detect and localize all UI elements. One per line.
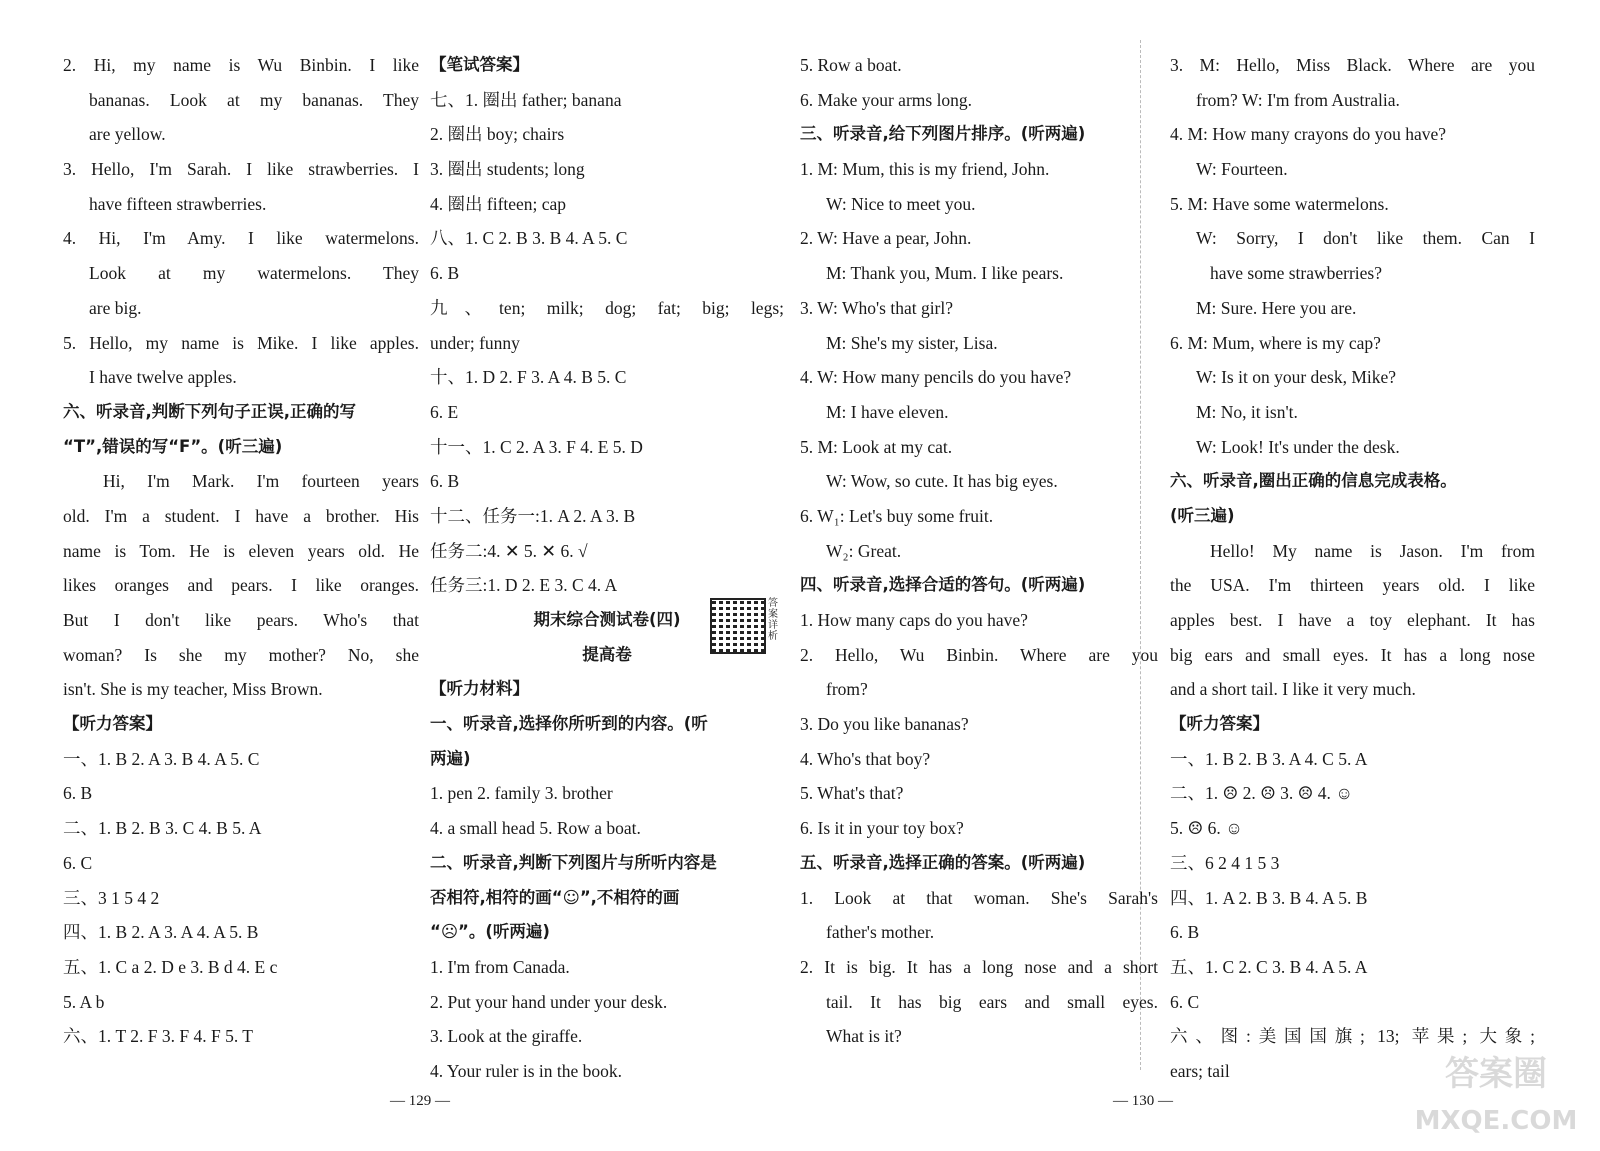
- text-line: 5. Row a boat.: [800, 55, 902, 75]
- text-line: 6. W₁: Let's buy some fruit.: [800, 505, 994, 526]
- text-line: bananas. Look at my bananas. They: [89, 89, 419, 110]
- text-line: M: I have eleven.: [826, 401, 949, 422]
- watermark-text: 答案圈: [1445, 1054, 1547, 1094]
- text-line: 十二、任务一:1. A 2. A 3. B: [430, 505, 636, 526]
- text-line: 2. Hello, Wu Binbin. Where are you: [800, 644, 1158, 665]
- text-line: 2. It is big. It has a long nose and a short: [800, 956, 1158, 977]
- qr-code-icon[interactable]: [710, 598, 766, 654]
- page-number-left: — 129 —: [390, 1093, 450, 1109]
- text-line: 两遍): [430, 748, 471, 768]
- text-line: big ears and small eyes. It has a long nose: [1170, 644, 1535, 665]
- text-line: 十、1. D 2. F 3. A 4. B 5. C: [430, 367, 627, 388]
- text-line: 五、听录音,选择正确的答案。(听两遍): [800, 852, 1086, 872]
- text-line: under; funny: [430, 332, 520, 353]
- text-line: 6. B: [430, 263, 460, 284]
- text-line: 【听力材料】: [430, 679, 529, 699]
- text-line: from?: [826, 679, 868, 700]
- column-1: [63, 48, 419, 1054]
- text-line: ears; tail: [1170, 1060, 1230, 1081]
- text-line: 3. Hello, I'm Sarah. I like strawberries. I: [63, 159, 419, 180]
- text-line: 1. pen 2. family 3. brother: [430, 783, 613, 804]
- text-line: likes oranges and pears. I like oranges.: [63, 575, 419, 596]
- text-line: 3. Look at the giraffe.: [430, 1026, 583, 1047]
- text-line: M: Thank you, Mum. I like pears.: [826, 263, 1064, 284]
- text-line: have some strawberries?: [1210, 263, 1383, 284]
- text-line: are big.: [89, 297, 142, 318]
- text-line: 1. M: Mum, this is my friend, John.: [800, 159, 1050, 180]
- text-line: 十一、1. C 2. A 3. F 4. E 5. D: [430, 436, 643, 457]
- text-line: tail. It has big ears and small eyes.: [826, 991, 1158, 1012]
- text-line: 提高卷: [582, 644, 632, 664]
- text-line: 3. Do you like bananas?: [800, 714, 969, 735]
- text-line: 5. Hello, my name is Mike. I like apples.: [63, 332, 419, 353]
- text-line: 二、1. B 2. B 3. C 4. B 5. A: [63, 818, 262, 839]
- text-line: father's mother.: [826, 922, 935, 943]
- text-line: 6. E: [430, 401, 459, 422]
- text-line: 6. Make your arms long.: [800, 89, 973, 110]
- text-line: 八、1. C 2. B 3. B 4. A 5. C: [430, 228, 628, 249]
- text-line: 6. C: [1170, 991, 1200, 1012]
- text-line: 一、1. B 2. B 3. A 4. C 5. A: [1170, 748, 1368, 769]
- text-line: I have twelve apples.: [89, 367, 237, 388]
- text-line: 一、1. B 2. A 3. B 4. A 5. C: [63, 748, 260, 769]
- text-line: “T”,错误的写“F”。(听三遍): [63, 436, 283, 456]
- text-line: 三、听录音,给下列图片排序。(听两遍): [800, 124, 1086, 144]
- text-line: W: Sorry, I don't like them. Can I: [1196, 228, 1535, 249]
- text-line: 2. Put your hand under your desk.: [430, 991, 668, 1012]
- text-line: 5. M: Have some watermelons.: [1170, 193, 1389, 214]
- text-line: 六、1. T 2. F 3. F 4. F 5. T: [63, 1026, 253, 1047]
- text-line: 4. W: How many pencils do you have?: [800, 367, 1072, 388]
- text-line: 4. Your ruler is in the book.: [430, 1060, 623, 1081]
- text-line: 【听力答案】: [63, 714, 162, 734]
- text-line: 3. M: Hello, Miss Black. Where are you: [1170, 55, 1535, 75]
- text-line: 5. What's that?: [800, 783, 904, 804]
- text-line: 六、听录音,判断下列句子正误,正确的写: [63, 401, 357, 421]
- text-line: Look at my watermelons. They: [89, 263, 419, 284]
- column-4: [1170, 48, 1535, 1089]
- text-line: isn't. She is my teacher, Miss Brown.: [63, 679, 323, 700]
- text-line: 6. B: [1170, 922, 1200, 943]
- text-line: 6. Is it in your toy box?: [800, 818, 964, 839]
- text-line: 1. Look at that woman. She's Sarah's: [800, 887, 1158, 908]
- page-number-right: — 130 —: [1113, 1093, 1173, 1109]
- text-line: old. I'm a student. I have a brother. His: [63, 505, 419, 526]
- text-line: M: No, it isn't.: [1196, 401, 1298, 422]
- text-line: W: Look! It's under the desk.: [1196, 436, 1400, 457]
- text-line: W: Fourteen.: [1196, 159, 1288, 180]
- text-line: 五、1. C a 2. D e 3. B d 4. E c: [63, 956, 278, 977]
- text-line: 期末综合测试卷(四): [533, 610, 681, 629]
- text-line: 6. B: [63, 783, 93, 804]
- text-line: the USA. I'm thirteen years old. I like: [1170, 575, 1535, 596]
- text-line: 5. M: Look at my cat.: [800, 436, 953, 457]
- text-line: 6. B: [430, 471, 460, 492]
- text-line: W: Nice to meet you.: [826, 193, 976, 214]
- text-line: 三、3 1 5 4 2: [63, 887, 160, 908]
- qr-caption: 答案详析: [768, 598, 778, 642]
- text-line: W: Wow, so cute. It has big eyes.: [826, 471, 1058, 492]
- text-line: 九、ten; milk; dog; fat; big; legs;: [430, 297, 784, 318]
- text-line: 五、1. C 2. C 3. B 4. A 5. A: [1170, 956, 1368, 977]
- text-line: 六、图:美国国旗; 13; 苹果; 大象;: [1170, 1026, 1535, 1047]
- text-line: W₂: Great.: [826, 540, 902, 561]
- text-line: 4. Who's that boy?: [800, 748, 931, 769]
- text-line: 任务三:1. D 2. E 3. C 4. A: [430, 575, 618, 596]
- text-line: 二、听录音,判断下列图片与所听内容是: [430, 852, 717, 872]
- text-line: 4. Hi, I'm Amy. I like watermelons.: [63, 228, 419, 249]
- text-line: 七、1. 圈出 father; banana: [430, 89, 622, 110]
- column-3: [800, 48, 1158, 1054]
- text-line: 3. 圈出 students; long: [430, 159, 585, 180]
- text-line: W: Is it on your desk, Mike?: [1196, 367, 1397, 388]
- text-line: M: She's my sister, Lisa.: [826, 332, 998, 353]
- text-line: 四、听录音,选择合适的答句。(听两遍): [800, 575, 1086, 595]
- text-line: name is Tom. He is eleven years old. He: [63, 540, 419, 561]
- text-line: apples best. I have a toy elephant. It has: [1170, 610, 1535, 630]
- text-line: and a short tail. I like it very much.: [1170, 679, 1416, 700]
- text-line: are yellow.: [89, 124, 166, 145]
- text-line: Hello! My name is Jason. I'm from: [1210, 540, 1535, 561]
- text-line: 四、1. A 2. B 3. B 4. A 5. B: [1170, 887, 1368, 908]
- text-line: 4. a small head 5. Row a boat.: [430, 818, 641, 839]
- text-line: 三、6 2 4 1 5 3: [1170, 852, 1280, 873]
- text-line: 4. 圈出 fifteen; cap: [430, 193, 567, 214]
- text-line: 3. W: Who's that girl?: [800, 297, 954, 318]
- column-2: [430, 48, 784, 1089]
- text-line: 6. M: Mum, where is my cap?: [1170, 332, 1381, 353]
- text-line: 【笔试答案】: [430, 55, 529, 74]
- text-line: 【听力答案】: [1170, 714, 1269, 734]
- text-line: M: Sure. Here you are.: [1196, 297, 1357, 318]
- text-line: 四、1. B 2. A 3. A 4. A 5. B: [63, 922, 259, 943]
- text-line: 5. A b: [63, 991, 105, 1012]
- text-line: 任务二:4. ✕ 5. ✕ 6. √: [430, 540, 588, 561]
- text-line: What is it?: [826, 1026, 902, 1047]
- text-line: 二、1. ☹ 2. ☹ 3. ☹ 4. ☺: [1170, 783, 1354, 804]
- text-line: 1. I'm from Canada.: [430, 956, 570, 977]
- text-line: 2. Hi, my name is Wu Binbin. I like: [63, 55, 419, 75]
- text-line: 一、听录音,选择你所听到的内容。(听: [430, 714, 708, 734]
- watermark-url: MXQE.COM: [1414, 1106, 1578, 1136]
- text-line: 2. W: Have a pear, John.: [800, 228, 972, 249]
- text-line: 六、听录音,圈出正确的信息完成表格。: [1170, 471, 1457, 491]
- text-line: have fifteen strawberries.: [89, 193, 267, 214]
- text-line: 2. 圈出 boy; chairs: [430, 124, 565, 145]
- text-line: woman? Is she my mother? No, she: [63, 644, 419, 665]
- text-line: (听三遍): [1170, 505, 1235, 525]
- text-line: But I don't like pears. Who's that: [63, 610, 419, 630]
- text-line: Hi, I'm Mark. I'm fourteen years: [103, 471, 419, 492]
- text-line: 4. M: How many crayons do you have?: [1170, 124, 1447, 145]
- text-line: 5. ☹ 6. ☺: [1170, 818, 1243, 839]
- text-line: “☹”。(听两遍): [430, 922, 550, 942]
- text-line: 6. C: [63, 852, 93, 873]
- text-line: 1. How many caps do you have?: [800, 610, 1028, 630]
- text-line: 否相符,相符的画“☺”,不相符的画: [430, 887, 680, 907]
- text-line: from? W: I'm from Australia.: [1196, 89, 1400, 110]
